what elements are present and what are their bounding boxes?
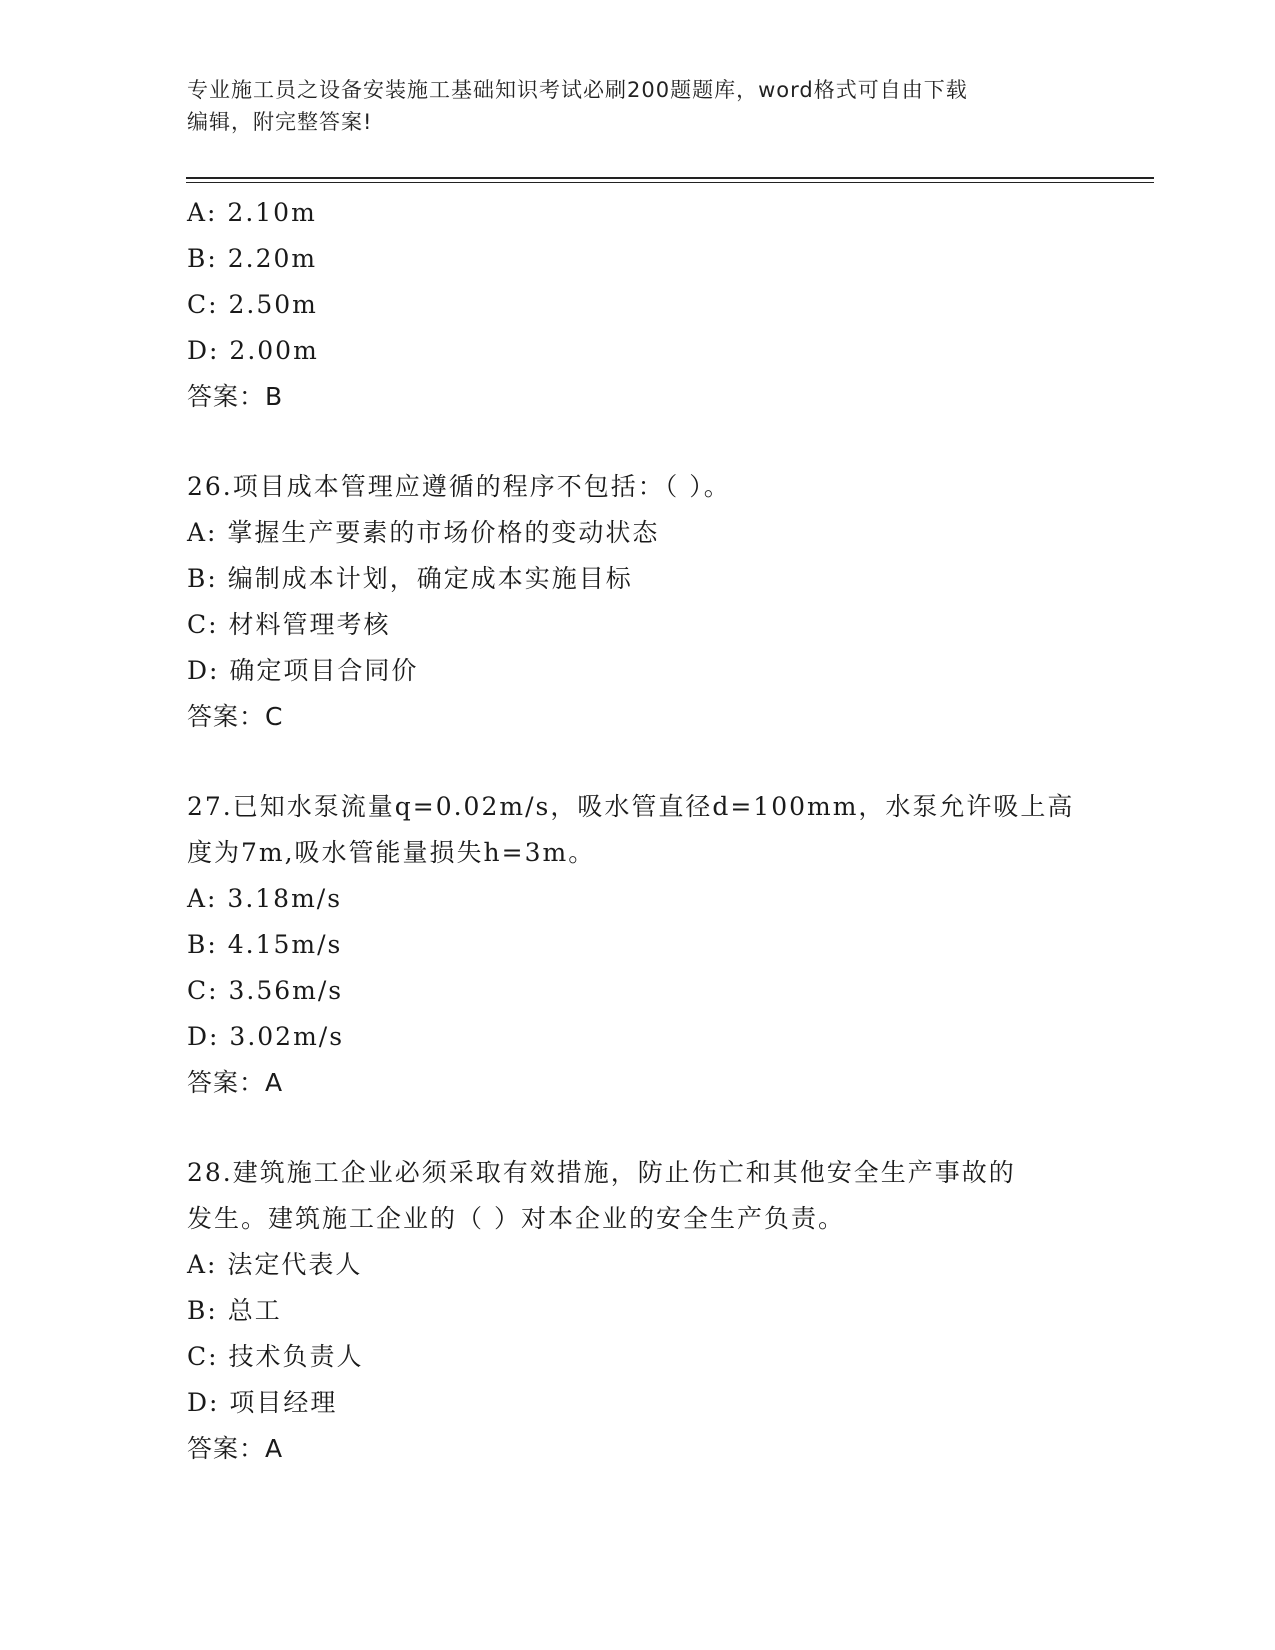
answer-line: 答案：B — [187, 382, 284, 411]
option-a: A: 3.18m/s — [187, 884, 343, 913]
option-b: B: 2.20m — [187, 244, 318, 273]
question-text: 26.项目成本管理应遵循的程序不包括：（ ）。 — [187, 472, 731, 501]
question-text-line-2: 发生。建筑施工企业的（ ）对本企业的安全生产负责。 — [187, 1204, 845, 1233]
answer-line: 答案：C — [187, 702, 284, 731]
option-c: C: 材料管理考核 — [187, 610, 391, 639]
option-d: D: 3.02m/s — [187, 1022, 345, 1051]
question-27-block — [187, 784, 1087, 1106]
document-header — [187, 74, 1067, 138]
option-d: D: 确定项目合同价 — [187, 656, 419, 685]
header-divider-thin — [186, 182, 1154, 183]
option-b: B: 4.15m/s — [187, 930, 343, 959]
header-title-line-1: 专业施工员之设备安装施工基础知识考试必刷200题题库，word格式可自由下载 — [187, 78, 968, 102]
spacer — [187, 420, 1087, 464]
question-26-block — [187, 464, 1087, 740]
question-text-line-1: 27.已知水泵流量q=0.02m/s，吸水管直径d=100mm，水泵允许吸上高 — [187, 792, 1075, 821]
option-c: C: 技术负责人 — [187, 1342, 364, 1371]
answer-line: 答案：A — [187, 1068, 284, 1097]
header-divider-thick — [186, 177, 1154, 179]
option-a: A: 法定代表人 — [187, 1250, 363, 1279]
option-a: A: 掌握生产要素的市场价格的变动状态 — [187, 518, 660, 547]
spacer — [187, 740, 1087, 784]
question-text-line-1: 28.建筑施工企业必须采取有效措施，防止伤亡和其他安全生产事故的 — [187, 1158, 1016, 1187]
option-b: B: 编制成本计划，确定成本实施目标 — [187, 564, 633, 593]
header-title-line-2: 编辑，附完整答案! — [187, 110, 373, 134]
question-25-block — [187, 190, 1087, 420]
spacer — [187, 1106, 1087, 1150]
option-b: B: 总工 — [187, 1296, 282, 1325]
option-d: D: 2.00m — [187, 336, 319, 365]
question-text-line-2: 度为7m,吸水管能量损失h=3m。 — [187, 838, 596, 867]
option-a: A: 2.10m — [187, 198, 317, 227]
option-d: D: 项目经理 — [187, 1388, 338, 1417]
option-c: C: 2.50m — [187, 290, 318, 319]
question-list — [187, 190, 1087, 1472]
answer-line: 答案：A — [187, 1434, 284, 1463]
option-c: C: 3.56m/s — [187, 976, 344, 1005]
question-28-block — [187, 1150, 1087, 1472]
